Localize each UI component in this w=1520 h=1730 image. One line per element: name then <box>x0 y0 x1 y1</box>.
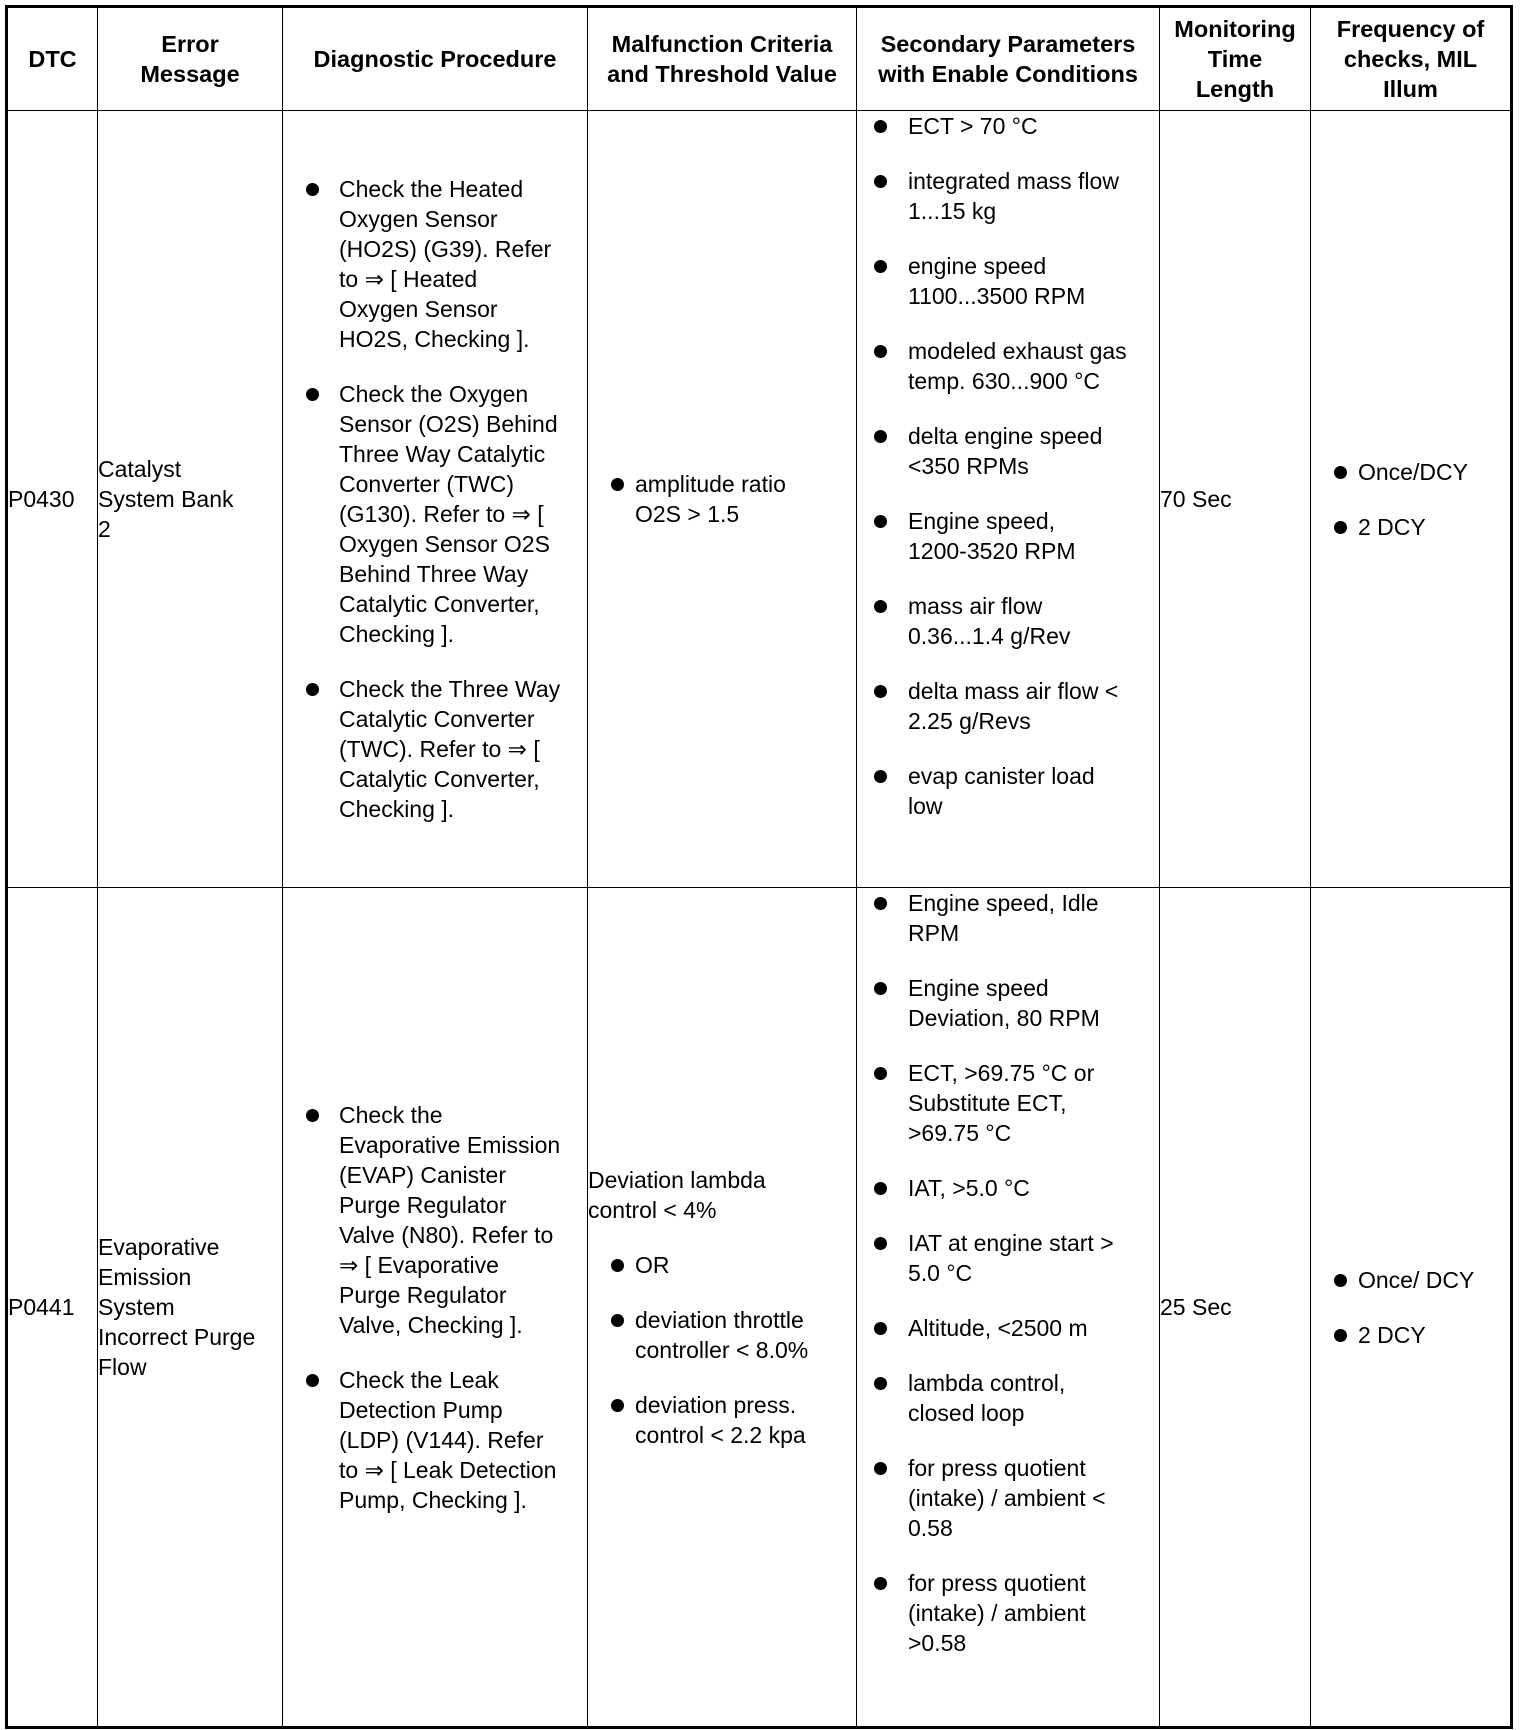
parameter-item <box>857 1058 1159 1148</box>
parameter-item-text: for press quotient (intake) / ambient >0.58 <box>908 1570 1086 1656</box>
criteria-item-text: deviation press. control < 2.2 kpa <box>635 1391 806 1448</box>
criteria-item <box>588 1305 856 1365</box>
parameter-item <box>857 1568 1159 1658</box>
procedure-step <box>283 1365 587 1515</box>
table-row <box>7 111 1512 888</box>
criteria-list <box>588 469 856 529</box>
parameter-item-text: modeled exhaust gas temp. 630...900 °C <box>908 338 1127 394</box>
parameter-item <box>857 591 1159 651</box>
procedure-list <box>283 174 587 824</box>
parameter-item-text: Engine speed, 1200-3520 RPM <box>908 508 1076 564</box>
header-row <box>7 7 1512 111</box>
parameter-item <box>857 761 1159 821</box>
dtc-table <box>5 5 1513 1729</box>
parameter-item <box>857 506 1159 566</box>
frequency-item-text: 2 DCY <box>1358 513 1426 540</box>
criteria-item <box>588 469 856 529</box>
parameter-item-text: for press quotient (intake) / ambient < 0.58 <box>908 1455 1106 1541</box>
parameter-item-text: IAT, >5.0 °C <box>908 1175 1030 1201</box>
error-message: Catalyst System Bank 2 <box>98 111 283 888</box>
header-diagnostic-procedure: Diagnostic Procedure <box>283 7 588 111</box>
procedure-list <box>283 1100 587 1515</box>
procedure-step <box>283 674 587 824</box>
parameter-item-text: Engine speed, Idle RPM <box>908 890 1099 946</box>
parameter-item <box>857 1173 1159 1203</box>
parameter-item-text: integrated mass flow 1...15 kg <box>908 168 1119 224</box>
header-secondary-parameters: Secondary Parameters with Enable Conditions <box>857 7 1160 111</box>
header-malfunction-criteria: Malfunction Criteria and Threshold Value <box>588 7 857 111</box>
criteria-list <box>588 1250 856 1450</box>
dtc-code: P0430 <box>7 111 98 888</box>
diagnostic-procedure <box>283 111 588 888</box>
parameter-item <box>857 1228 1159 1288</box>
criteria-item <box>588 1250 856 1280</box>
frequency-item-text: Once/ DCY <box>1358 1266 1475 1293</box>
frequency-item <box>1311 512 1510 542</box>
error-message: Evaporative Emission System Incorrect Purge Flow <box>98 888 283 1728</box>
parameter-item-text: Engine speed Deviation, 80 RPM <box>908 975 1100 1031</box>
parameter-item-text: delta mass air flow < 2.25 g/Revs <box>908 678 1119 734</box>
frequency-item-text: 2 DCY <box>1358 1321 1426 1348</box>
procedure-step-text: Check the Oxygen Sensor (O2S) Behind Three Way Catalytic Converter (TWC) (G130). Refer to ⇒ [ Oxygen Sensor O2S Behind Three Way Catalytic Converter, Checking ]. <box>339 381 558 647</box>
dtc-code: P0441 <box>7 888 98 1728</box>
parameter-item <box>857 676 1159 736</box>
parameter-item-text: ECT, >69.75 °C or Substitute ECT, >69.75 °C <box>908 1060 1095 1146</box>
procedure-step-text: Check the Leak Detection Pump (LDP) (V144). Refer to ⇒ [ Leak Detection Pump, Checking ]. <box>339 1366 557 1513</box>
frequency <box>1311 888 1512 1728</box>
header-frequency: Frequency of checks, MIL Illum <box>1311 7 1512 111</box>
parameter-item-text: IAT at engine start > 5.0 °C <box>908 1230 1114 1286</box>
parameter-item-text: evap canister load low <box>908 763 1095 819</box>
monitoring-time: 25 Sec <box>1160 888 1311 1728</box>
frequency-item <box>1311 1320 1510 1350</box>
frequency-item <box>1311 1265 1510 1295</box>
table-row <box>7 888 1512 1728</box>
parameter-item-text: lambda control, closed loop <box>908 1370 1066 1426</box>
procedure-step <box>283 1100 587 1340</box>
procedure-step <box>283 174 587 354</box>
frequency <box>1311 111 1512 888</box>
parameter-item-text: Altitude, <2500 m <box>908 1315 1088 1341</box>
parameter-item-text: engine speed 1100...3500 RPM <box>908 253 1086 309</box>
parameter-item <box>857 888 1159 948</box>
parameter-item <box>857 111 1159 141</box>
criteria-item <box>588 1390 856 1450</box>
parameter-item-text: delta engine speed <350 RPMs <box>908 423 1103 479</box>
parameter-item <box>857 1313 1159 1343</box>
procedure-step-text: Check the Heated Oxygen Sensor (HO2S) (G39). Refer to ⇒ [ Heated Oxygen Sensor HO2S, Checking ]. <box>339 176 552 352</box>
criteria-item-text: OR <box>635 1251 670 1278</box>
header-dtc: DTC <box>7 7 98 111</box>
criteria-item-text: deviation throttle controller < 8.0% <box>635 1306 809 1363</box>
parameter-item <box>857 251 1159 311</box>
frequency-list <box>1311 457 1510 542</box>
parameter-item <box>857 421 1159 481</box>
parameter-item <box>857 973 1159 1033</box>
frequency-list <box>1311 1265 1510 1350</box>
procedure-step-text: Check the Three Way Catalytic Converter (TWC). Refer to ⇒ [ Catalytic Converter, Checking ]. <box>339 676 561 822</box>
header-error-message: Error Message <box>98 7 283 111</box>
malfunction-criteria <box>588 111 857 888</box>
parameter-item <box>857 1368 1159 1428</box>
secondary-parameters <box>857 111 1160 888</box>
parameter-item <box>857 166 1159 226</box>
parameter-item <box>857 336 1159 396</box>
frequency-item-text: Once/DCY <box>1358 458 1468 485</box>
parameter-item-text: ECT > 70 °C <box>908 113 1038 139</box>
monitoring-time: 70 Sec <box>1160 111 1311 888</box>
procedure-step <box>283 379 587 649</box>
secondary-parameters <box>857 888 1160 1728</box>
header-monitoring-time: Monitoring Time Length <box>1160 7 1311 111</box>
criteria-text: Deviation lambda control < 4% <box>588 1166 766 1223</box>
parameter-list <box>857 888 1159 1658</box>
frequency-item <box>1311 457 1510 487</box>
parameter-item-text: mass air flow 0.36...1.4 g/Rev <box>908 593 1071 649</box>
malfunction-criteria <box>588 888 857 1728</box>
procedure-step-text: Check the Evaporative Emission (EVAP) Canister Purge Regulator Valve (N80). Refer to ⇒ [ Evaporative Purge Regulator Valve, Checking ]. <box>339 1101 561 1338</box>
parameter-list <box>857 111 1159 821</box>
parameter-item <box>857 1453 1159 1543</box>
diagnostic-procedure <box>283 888 588 1728</box>
criteria-item-text: amplitude ratio O2S > 1.5 <box>635 471 786 527</box>
